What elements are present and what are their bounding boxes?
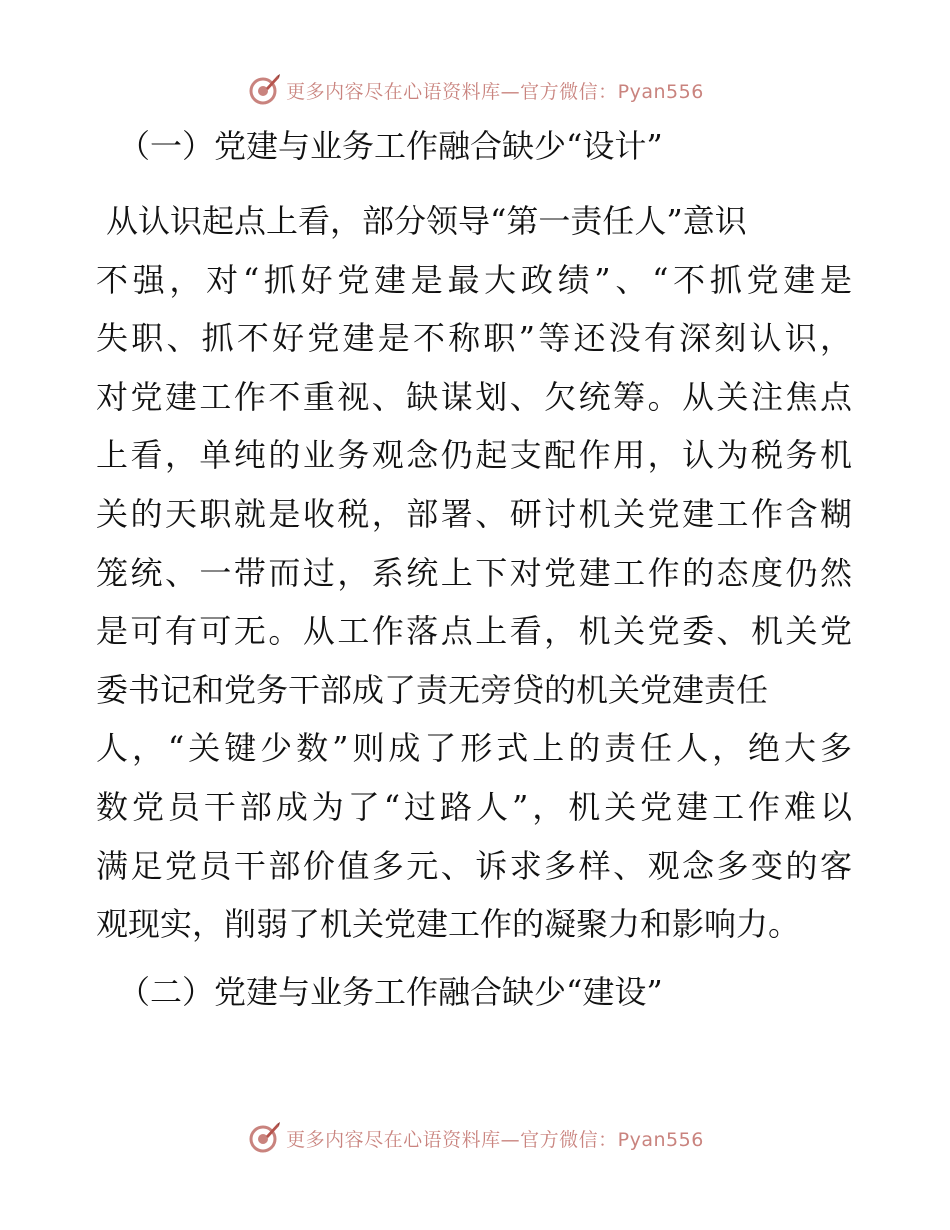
paragraph-line: 对党建工作不重视、缺谋划、欠统筹。从关注焦点	[96, 377, 852, 416]
brand-logo-icon	[246, 72, 282, 108]
body-paragraph	[96, 192, 852, 954]
section-heading-2: （二）党建与业务工作融合缺少“建设”	[118, 973, 663, 1011]
brand-logo-icon	[246, 1120, 282, 1156]
paragraph-line: 人，“关键少数”则成了形式上的责任人，绝大多	[96, 729, 852, 768]
header-watermark-banner	[0, 70, 950, 110]
paragraph-line: 不强，对“抓好党建是最大政绩”、“不抓党建是	[96, 260, 852, 299]
footer-watermark-banner	[0, 1118, 950, 1158]
paragraph-line: 从认识起点上看，部分领导“第一责任人”意识	[106, 202, 747, 240]
paragraph-line: 委书记和党务干部成了责无旁贷的机关党建责任	[96, 670, 769, 709]
paragraph-line: 观现实，削弱了机关党建工作的凝聚力和影响力。	[96, 905, 801, 944]
paragraph-line: 笼统、一带而过，系统上下对党建工作的态度仍然	[96, 553, 852, 592]
paragraph-line: 是可有可无。从工作落点上看，机关党委、机关党	[96, 612, 852, 651]
watermark-text: 更多内容尽在心语资料库—官方微信：Pyan556	[286, 1128, 704, 1151]
paragraph-line: 关的天职就是收税，部署、研讨机关党建工作含糊	[96, 494, 852, 533]
paragraph-line: 数党员干部成为了“过路人”，机关党建工作难以	[96, 787, 852, 826]
paragraph-line: 失职、抓不好党建是不称职”等还没有深刻认识，	[96, 319, 852, 358]
paragraph-line: 上看，单纯的业务观念仍起支配作用，认为税务机	[96, 436, 852, 475]
watermark-text: 更多内容尽在心语资料库—官方微信：Pyan556	[286, 80, 704, 103]
section-heading-1: （一）党建与业务工作融合缺少“设计”	[118, 127, 663, 165]
paragraph-line: 满足党员干部价值多元、诉求多样、观念多变的客	[96, 846, 852, 885]
